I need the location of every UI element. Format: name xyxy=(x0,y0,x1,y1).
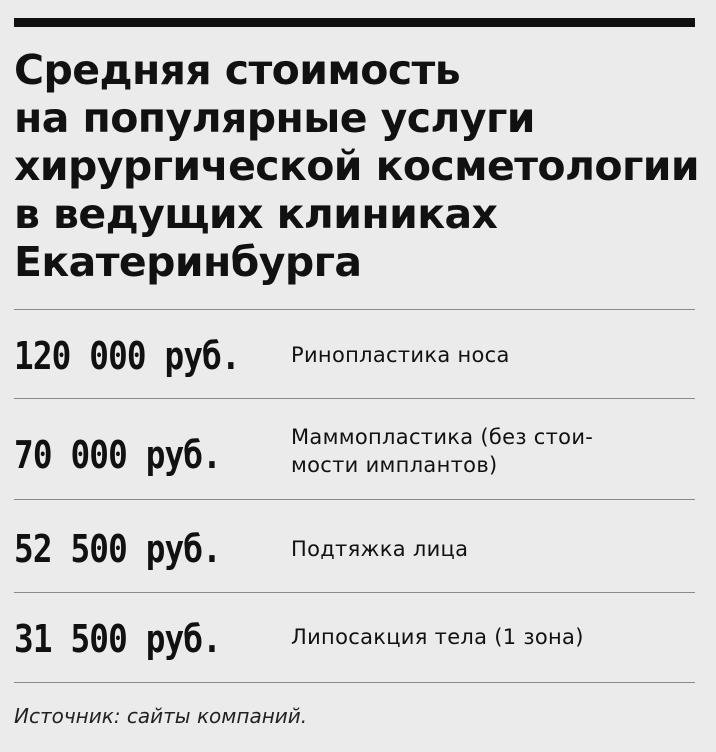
service-line: Маммопластика (без стои- xyxy=(291,425,594,449)
title-line: Средняя стоимость xyxy=(14,46,461,94)
title-line: Екатеринбурга xyxy=(14,238,362,286)
title-line: хирургической косметологии xyxy=(14,142,700,190)
price-liposuction: 31 500 руб. xyxy=(14,617,221,661)
service-mammoplasty xyxy=(291,423,691,479)
service-line: Ринопластика носа xyxy=(291,343,510,367)
divider xyxy=(14,682,695,683)
price-facelift: 52 500 руб. xyxy=(14,527,221,571)
top-rule xyxy=(14,18,695,27)
source-note: Источник: сайты компаний. xyxy=(14,704,308,728)
service-line: Подтяжка лица xyxy=(291,537,469,561)
service-facelift xyxy=(291,535,691,563)
service-line: мости имплантов) xyxy=(291,453,498,477)
divider xyxy=(14,309,695,310)
price-rhinoplasty: 120 000 руб. xyxy=(14,334,240,378)
service-line: Липосакция тела (1 зона) xyxy=(291,625,584,649)
service-rhinoplasty xyxy=(291,341,691,369)
divider xyxy=(14,398,695,399)
service-liposuction xyxy=(291,623,691,651)
infographic-title xyxy=(14,46,704,286)
divider xyxy=(14,499,695,500)
divider xyxy=(14,592,695,593)
title-line: на популярные услуги xyxy=(14,94,535,142)
title-line: в ведущих клиниках xyxy=(14,190,498,238)
price-mammoplasty: 70 000 руб. xyxy=(14,433,221,477)
